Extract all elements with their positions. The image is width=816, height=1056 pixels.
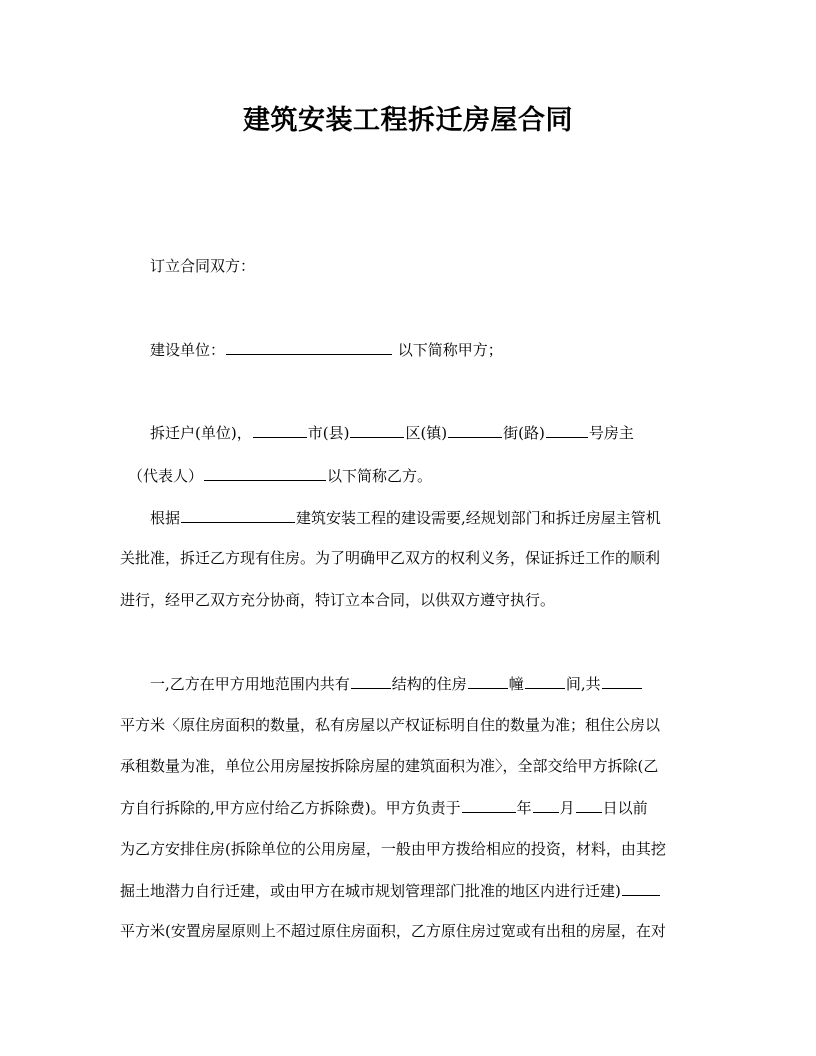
basis-line-3 (120, 590, 700, 610)
clause1-text-b: 结构的住房 (391, 675, 467, 693)
clause1-line-4 (120, 797, 700, 818)
year-label: 年 (516, 799, 532, 817)
structure-blank (351, 673, 391, 689)
room-count-blank (525, 673, 565, 689)
basis-text-2: 关批准，拆迁乙方现有住房。为了明确甲乙双方的权利义务，保证拆迁工作的顺利 (120, 549, 661, 567)
clause1-text-5: 为乙方安排住房(拆除单位的公用房屋，一般由甲方拨给相应的投资，材料，由其挖 (120, 840, 666, 858)
city-blank (253, 422, 307, 438)
resident-suffix: 以下简称乙方。 (327, 467, 433, 485)
clause1-line-7 (120, 921, 700, 941)
clause1-text-2: 平方米〈原住房面积的数量，私有房屋以产权证标明自住的数量为准；租住公房以 (120, 716, 661, 734)
clause1-text-3: 承租数量为准，单位公用房屋按拆除房屋的建筑面积为准〉，全部交给甲方拆除(乙 (120, 757, 659, 775)
resident-line-2 (128, 465, 708, 486)
parties-intro (150, 256, 730, 276)
resident-line-1 (150, 422, 710, 443)
project-blank (181, 507, 295, 523)
basis-text-1: 建筑安装工程的建设需要,经规划部门和拆迁房屋主管机 (296, 509, 661, 527)
representative-label: （代表人） (128, 467, 204, 485)
new-area-blank (622, 880, 660, 896)
building-count-blank (468, 673, 508, 689)
basis-text-3: 进行，经甲乙双方充分协商，特订立本合同，以供双方遵守执行。 (120, 591, 556, 609)
clause1-line-3 (120, 756, 700, 776)
house-no-blank (546, 422, 588, 438)
street-blank (448, 422, 502, 438)
year-blank (462, 797, 516, 813)
month-blank (533, 797, 559, 813)
district-label: 区(镇) (405, 424, 448, 442)
parties-intro-text: 订立合同双方： (150, 257, 256, 275)
day-label: 日以前 (602, 799, 648, 817)
area-total-blank (602, 673, 642, 689)
document-title: 建筑安装工程拆迁房屋合同 (243, 105, 573, 136)
house-no-label: 号房主 (588, 424, 634, 442)
clause1-line-2 (120, 715, 700, 735)
clause1-text-c: 幢 (508, 675, 524, 693)
resident-label: 拆迁户(单位)， (150, 424, 252, 442)
street-label: 街(路) (503, 424, 545, 442)
builder-label: 建设单位： (150, 341, 226, 359)
month-label: 月 (559, 799, 575, 817)
clause1-line-1 (150, 673, 710, 694)
day-blank (576, 797, 602, 813)
clause1-line-6 (120, 880, 700, 901)
basis-line-1 (150, 507, 710, 528)
district-blank (350, 422, 404, 438)
representative-blank (204, 465, 326, 481)
builder-suffix: 以下简称甲方； (397, 341, 503, 359)
builder-blank (226, 339, 392, 355)
clause1-text-6: 掘土地潜力自行迁建，或由甲方在城市规划管理部门批准的地区内进行迁建) (120, 882, 621, 900)
clause1-text-a: 一,乙方在甲方用地范围内共有 (150, 675, 350, 693)
clause1-line-5 (120, 839, 700, 859)
clause1-text-d: 间,共 (565, 675, 601, 693)
clause1-text-4a: 方自行拆除的,甲方应付给乙方拆除费)。甲方负责于 (120, 799, 461, 817)
basis-line-2 (120, 548, 700, 568)
basis-prefix: 根据 (150, 509, 181, 527)
builder-line (150, 339, 730, 360)
city-label: 市(县) (307, 424, 350, 442)
clause1-text-7: 平方米(安置房屋原则上不超过原住房面积，乙方原住房过宽或有出租的房屋，在对 (120, 922, 666, 940)
